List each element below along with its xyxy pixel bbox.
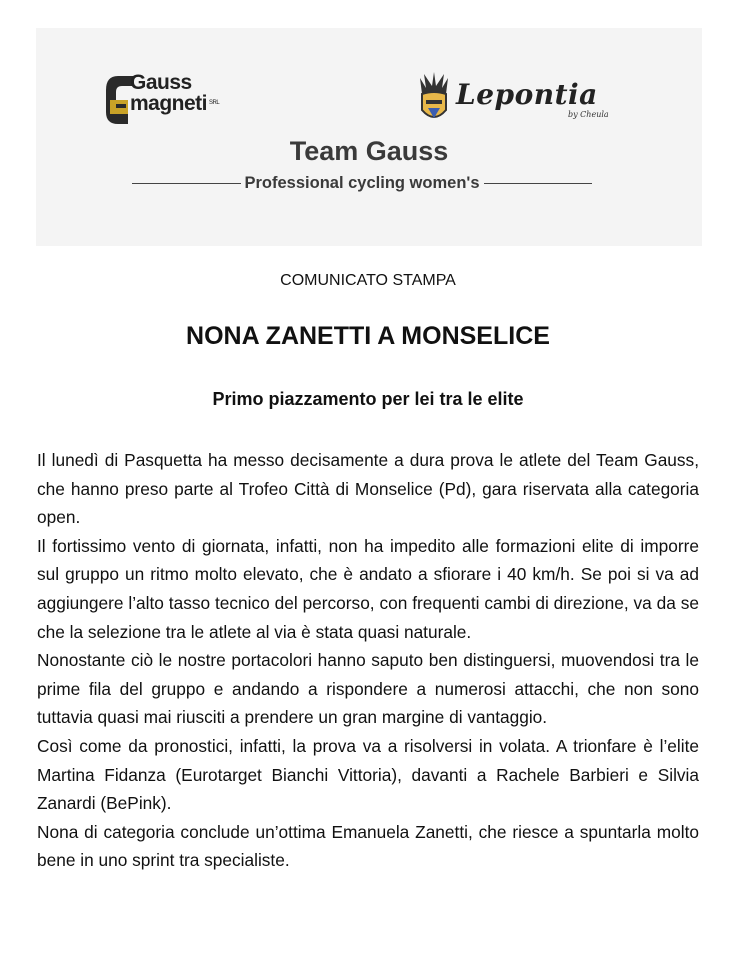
paragraph: Il lunedì di Pasquetta ha messo decisamente a dura prova le atlete del Team Gauss, che hanno preso parte al Trofeo Città di Monselice (Pd), gara riservata alla categoria open. [37,450,699,528]
subheadline: Primo piazzamento per lei tra le elite [212,389,524,409]
divider-left [132,183,241,184]
team-tagline-row [132,174,592,193]
letterhead [36,28,702,246]
paragraph: Il fortissimo vento di giornata, infatti, non ha impedito alle formazioni elite di imporre sul gruppo un ritmo molto elevato, che è andato a sfiorare i 40 km/h. Se poi si va ad aggiungere l’alto tasso tecnico del percorso, con frequenti cambi di direzione, va da se che la selezione tra le atlete al via è stata quasi naturale. [37,535,699,642]
team-tagline: Professional cycling women's [244,174,480,192]
divider-right [484,183,593,184]
article-body [37,446,699,875]
headline: NONA ZANETTI A MONSELICE [186,322,550,350]
gauss-logo-line1: Gauss [130,71,192,94]
gauss-logo-text [130,72,219,114]
lepontia-helmet-icon [416,70,452,126]
lepontia-logo-byline: by Cheula [568,110,609,119]
gauss-logo-line2: magneti [130,92,208,115]
lepontia-logo [416,70,636,140]
press-release-label: COMUNICATO STAMPA [280,272,456,289]
paragraph: Nonostante ciò le nostre portacolori hanno saputo ben distinguersi, muovendosi tra le prime fila del gruppo e andando a rispondere a numerosi attacchi, che non sono tuttavia quasi mai riusciti a prendere un gran margine di vantaggio. [37,650,699,728]
gauss-logo-suffix: SRL [209,100,220,106]
paragraph: Nona di categoria conclude un’ottima Emanuela Zanetti, che riesce a spuntarla molto bene in uno sprint tra specialiste. [37,821,699,871]
team-name: Team Gauss [289,136,449,166]
lepontia-logo-text: Lepontia [456,78,598,111]
paragraph: Così come da pronostici, infatti, la prova va a risolversi in volata. A trionfare è l’elite Martina Fidanza (Eurotarget Bianchi Vittoria), davanti a Rachele Barbieri e Silvia Zanardi (BePink). [37,735,699,814]
